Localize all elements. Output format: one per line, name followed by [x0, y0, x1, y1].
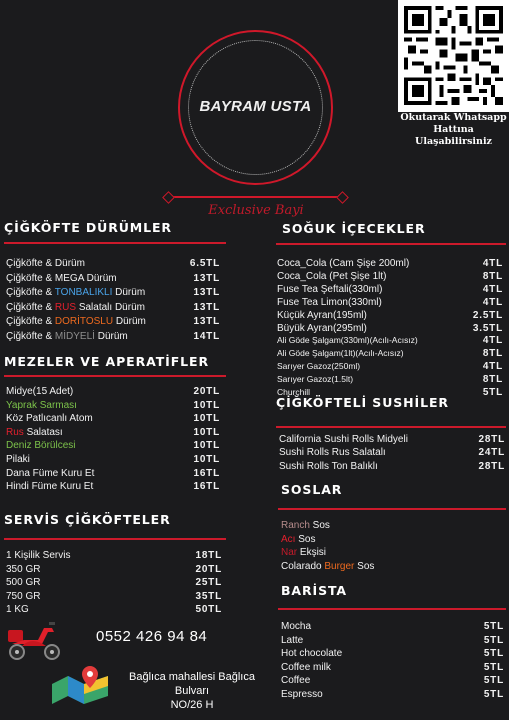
qr-code-icon [404, 6, 503, 105]
item-name-text: Ekşisi [297, 547, 327, 559]
item-name-prefix: Çiğköfte & [6, 330, 55, 342]
durumler-row [6, 272, 220, 285]
item-name: 1 Kişilik Servis [6, 550, 71, 561]
section-divider [278, 508, 506, 510]
item-name-highlight: Ranch [281, 520, 310, 531]
item-name-suffix: Dürüm [94, 330, 128, 342]
section-divider [278, 608, 506, 610]
mezeler-row [6, 385, 220, 398]
section-divider [4, 375, 226, 377]
item-name [6, 272, 117, 285]
mezeler-row [6, 412, 220, 425]
item-name-suffix: Sos [354, 560, 375, 572]
item-price: 24TL [478, 447, 505, 459]
item-price: 10TL [193, 440, 220, 452]
item-price: 5TL [483, 675, 504, 687]
barista-row [281, 674, 504, 687]
item-name-highlight: Nar [281, 547, 298, 559]
item-name-highlight: RUS [54, 301, 77, 313]
item-name: Sarıyer Gazoz(250ml) [277, 361, 361, 372]
item-name: Mocha [281, 621, 312, 632]
section-title-servis: SERVİS ÇİĞKÖFTELER [4, 512, 171, 527]
item-name [281, 533, 315, 546]
qr-caption [398, 112, 509, 148]
item-price: 2.5TL [472, 309, 503, 321]
item-name: Yaprak Sarması [6, 399, 77, 411]
item-price: 14TL [193, 330, 220, 342]
item-name: Hot chocolate [281, 648, 343, 660]
item-price: 5TL [483, 634, 504, 646]
soslar-row [281, 519, 481, 532]
item-name-highlight: Burger [324, 560, 355, 572]
item-price: 10TL [193, 413, 220, 425]
icecekler-row [277, 309, 503, 322]
item-price: 16TL [193, 467, 220, 479]
item-name-text: Colarado [281, 560, 325, 572]
item-name: Pilaki [6, 454, 30, 465]
sushiler-row [279, 460, 505, 473]
section-divider [276, 426, 506, 428]
item-price: 8TL [482, 374, 503, 386]
section-divider [276, 243, 506, 245]
mezeler-row [6, 439, 220, 452]
item-name: Churchill [277, 387, 311, 397]
item-name: Küçük Ayran(195ml) [277, 309, 367, 321]
item-name-highlight: MİDYELİ [54, 330, 95, 342]
item-price: 4TL [482, 335, 503, 347]
item-price: 50TL [195, 604, 222, 616]
item-name: 500 GR [6, 577, 41, 589]
item-name: Sarıyer Gazoz(1.5lt) [277, 374, 354, 385]
item-name-suffix: Salatalı Dürüm [76, 301, 145, 313]
durumler-row [6, 257, 220, 270]
servis-row [6, 576, 222, 589]
item-name [6, 315, 146, 328]
servis-row [6, 590, 222, 603]
item-price: 13TL [193, 272, 220, 284]
item-name-highlight: DORİTOSLU [54, 316, 114, 327]
item-name-text: Sos [295, 533, 316, 545]
item-price: 10TL [193, 399, 220, 411]
logo-title: BAYRAM USTA [199, 98, 312, 115]
item-name [6, 301, 145, 314]
servis-row [6, 549, 222, 562]
mezeler-row [6, 399, 220, 412]
item-name [281, 546, 326, 559]
item-price: 10TL [193, 454, 220, 465]
item-name [6, 330, 128, 343]
item-price: 4TL [482, 258, 503, 269]
item-name-highlight: MEGA Dürüm [54, 272, 117, 284]
barista-row [281, 661, 504, 674]
item-name-prefix: Çiğköfte & [6, 301, 55, 313]
icecekler-row [277, 347, 503, 360]
item-price: 28TL [478, 460, 505, 472]
item-name: Fuse Tea Limon(330ml) [277, 296, 382, 308]
barista-row [281, 688, 504, 701]
servis-row [6, 603, 222, 616]
mezeler-row [6, 467, 220, 480]
section-title-durumler: ÇİĞKÖFTE DÜRÜMLER [4, 220, 172, 235]
mezeler-row [6, 426, 220, 439]
item-name: Hindi Füme Kuru Et [6, 481, 94, 493]
item-price: 18TL [195, 550, 222, 561]
barista-row [281, 634, 504, 647]
item-name: Sushi Rolls Rus Salatalı [279, 447, 386, 459]
item-name-prefix: Çiğköfte & [6, 272, 55, 284]
item-name [281, 519, 330, 532]
item-name-suffix: Salatası [23, 426, 63, 438]
item-name: Coca_Cola (Cam Şişe 200ml) [277, 258, 410, 269]
item-name: California Sushi Rolls Midyeli [279, 434, 408, 445]
icecekler-row [277, 257, 503, 270]
item-name-suffix: Dürüm [113, 316, 146, 327]
item-price: 5TL [483, 648, 504, 660]
icecekler-row [277, 270, 503, 283]
address-line: NO/26 H [170, 699, 214, 711]
logo-divider [168, 196, 343, 198]
address [112, 670, 272, 712]
durumler-row [6, 286, 220, 299]
section-title-soslar: SOSLAR [281, 482, 343, 497]
item-price: 8TL [482, 348, 503, 360]
servis-row [6, 563, 222, 576]
item-name-highlight: Acı [281, 533, 296, 545]
map-icon [50, 662, 110, 704]
item-price: 10TL [193, 426, 220, 438]
section-title-icecekler: SOĞUK İÇECEKLER [282, 221, 426, 236]
item-name: 1 KG [6, 604, 29, 616]
soslar-row [281, 560, 481, 573]
item-price: 20TL [195, 563, 222, 575]
qr-caption-line: Hattına [433, 124, 474, 135]
item-price: 4TL [482, 283, 503, 295]
item-name: Coffee milk [281, 661, 331, 673]
item-name-prefix: Çiğköfte & [6, 258, 55, 269]
icecekler-row [277, 296, 503, 309]
item-price: 35TL [195, 590, 222, 602]
barista-row [281, 620, 504, 633]
icecekler-row [277, 322, 503, 335]
item-name: Coffee [281, 675, 311, 687]
item-name: Ali Göde Şalgam(1lt)(Acılı-Acısız) [277, 348, 404, 359]
qr-caption-line: Okutarak Whatsapp [400, 112, 507, 123]
item-name-highlight: Dürüm [54, 258, 85, 269]
item-name: 750 GR [6, 590, 41, 602]
item-price: 13TL [193, 301, 220, 313]
item-price: 6.5TL [189, 258, 220, 269]
icecekler-row [277, 283, 503, 296]
item-name-text: Sos [309, 520, 330, 531]
phone-number: 0552 426 94 84 [96, 628, 208, 645]
section-title-sushiler: ÇİĞKÖFTELİ SUSHİLER [276, 395, 449, 410]
item-price: 13TL [193, 287, 220, 298]
item-price: 13TL [193, 316, 220, 327]
item-name-suffix: Dürüm [112, 287, 146, 298]
item-name [6, 426, 63, 439]
item-price: 4TL [482, 361, 503, 373]
item-name-prefix: Çiğköfte & [6, 316, 55, 327]
section-title-barista: BARİSTA [281, 583, 348, 598]
item-name-prefix: Çiğköfte & [6, 287, 55, 298]
item-name: Latte [281, 634, 304, 646]
item-price: 5TL [483, 661, 504, 673]
item-price: 8TL [482, 270, 503, 282]
mezeler-row [6, 453, 220, 466]
item-price: 20TL [193, 386, 220, 397]
item-name: Midye(15 Adet) [6, 386, 74, 397]
item-price: 5TL [483, 621, 504, 632]
item-name: Ali Göde Şalgam(330ml)(Acılı-Acısız) [277, 335, 418, 346]
mezeler-row [6, 480, 220, 493]
item-price: 16TL [193, 481, 220, 493]
durumler-row [6, 330, 220, 343]
durumler-row [6, 301, 220, 314]
item-price: 3.5TL [472, 322, 503, 334]
item-name: Coca_Cola (Pet Şişe 1lt) [277, 270, 387, 282]
item-name-highlight: TONBALIKLI [54, 287, 113, 298]
durumler-row [6, 315, 220, 328]
item-price: 5TL [482, 387, 503, 398]
item-name: Sushi Rolls Ton Balıklı [279, 460, 378, 472]
item-name: Dana Füme Kuru Et [6, 467, 95, 479]
item-name [281, 560, 374, 573]
item-name: Fuse Tea Şeftali(330ml) [277, 283, 383, 295]
item-price: 28TL [478, 434, 505, 445]
soslar-row [281, 533, 481, 546]
icecekler-row [277, 373, 503, 386]
item-name: Köz Patlıcanlı Atom [6, 413, 93, 425]
section-title-mezeler: MEZELER VE APERATİFLER [4, 354, 209, 369]
qr-code [398, 0, 509, 112]
barista-row [281, 647, 504, 660]
sushiler-row [279, 446, 505, 459]
item-price: 25TL [195, 577, 222, 589]
item-name: 350 GR [6, 563, 41, 575]
qr-caption-line: Ulaşabilirsiniz [415, 136, 492, 147]
icecekler-row [277, 334, 503, 347]
item-name: Deniz Börülcesi [6, 440, 76, 452]
item-name: Espresso [281, 689, 323, 700]
logo-tagline: Exclusive Bayi [208, 203, 304, 218]
item-name [6, 286, 145, 299]
item-name-highlight: Rus [6, 426, 24, 438]
soslar-row [281, 546, 481, 559]
scooter-icon [2, 616, 68, 662]
item-name: Büyük Ayran(295ml) [277, 322, 367, 334]
icecekler-row [277, 360, 503, 373]
item-name [6, 257, 85, 270]
section-divider [4, 538, 226, 540]
address-line: Bağlıca mahallesi Bağlıca Bulvarı [129, 671, 255, 697]
section-divider [4, 242, 226, 244]
item-price: 5TL [483, 689, 504, 700]
sushiler-row [279, 433, 505, 446]
item-price: 4TL [482, 296, 503, 308]
